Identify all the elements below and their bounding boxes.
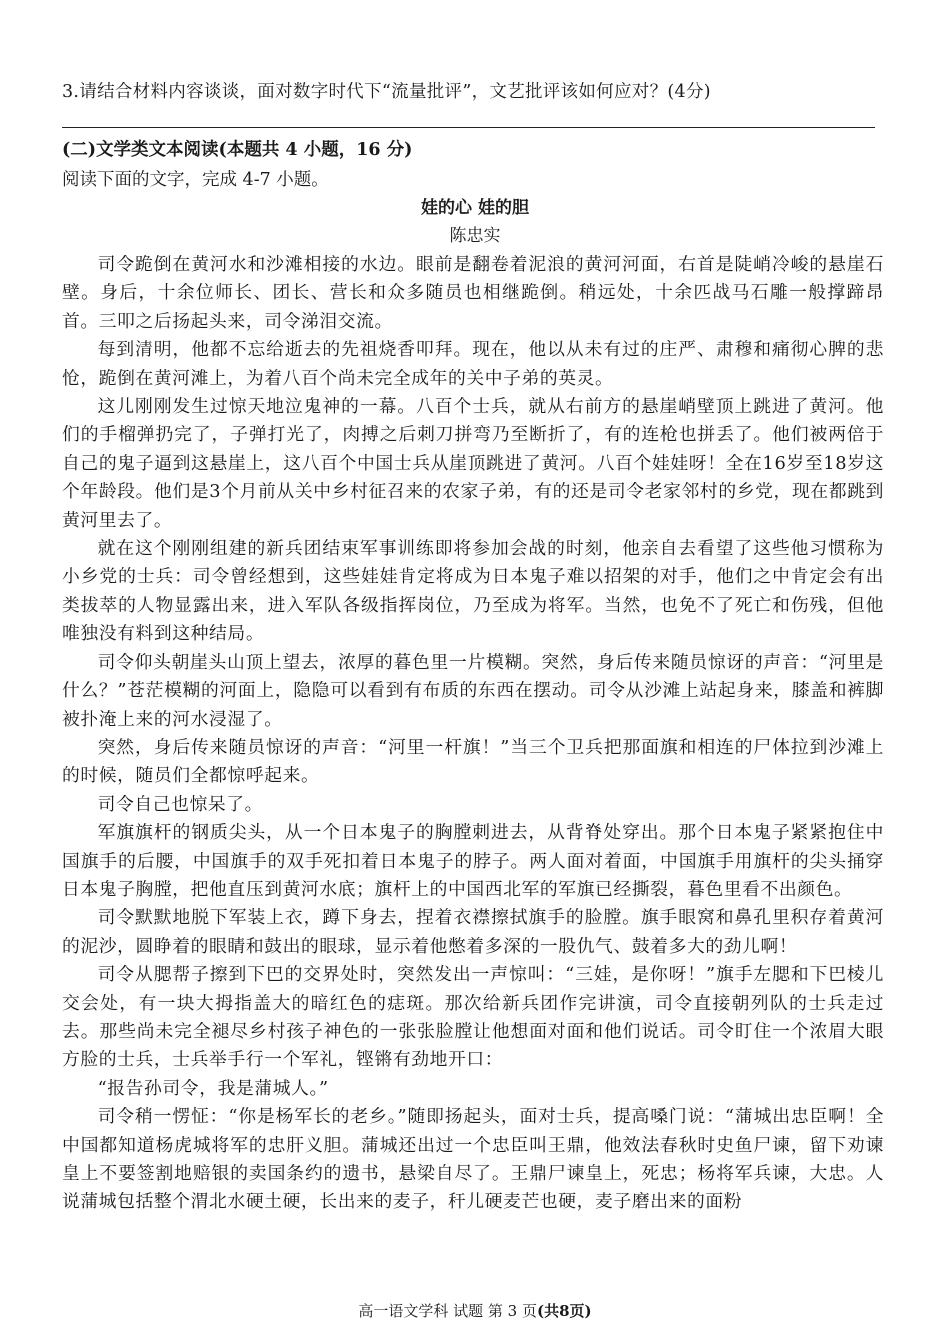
section-instruction: 阅读下面的文字，完成 4-7 小题。 [62,170,329,190]
article-author: 陈忠实 [449,226,501,246]
article-title: 娃的心 娃的胆 [421,198,529,218]
paragraph: 这儿刚刚发生过惊天地泣鬼神的一幕。八百个士兵，就从右前方的悬崖峭壁顶上跳进了黄河。他们的手榴弹扔完了，子弹打光了，肉搏之后刺刀拼弯乃至断折了，有的连枪也拼丢了。他们被两倍于自己的鬼子逼到这悬崖上，这八百个中国士兵从崖顶跳进了黄河。八百个娃娃呀！全在16岁至18岁这个年龄段。他们是3个月前从关中乡村征召来的农家子弟，有的还是司令老家邻村的乡党，现在都跳到黄河里去了。 [62,396,884,531]
paragraph: 司令跪倒在黄河水和沙滩相接的水边。眼前是翻卷着泥浪的黄河河面，右首是陡峭冷峻的悬崖石壁。身后，十余位师长、团长、营长和众多随员也相继跪倒。稍远处，十余匹战马石雕一般撑蹄昂首。三叩之后扬起头来，司令涕泪交流。 [62,254,884,332]
section-title: (二)文学类文本阅读(本题共 4 小题，16 分) [62,140,413,160]
footer-page-info: 高一语文学科 试题 第 3 页 [358,1302,537,1320]
article-body [62,251,884,1217]
paragraph: 司令自己也惊呆了。 [97,793,264,815]
paragraph: 司令从腮帮子擦到下巴的交界处时，突然发出一声惊叫：“三娃，是你呀！”旗手左腮和下巴棱儿交会处，有一块大拇指盖大的暗红色的痣斑。那次给新兵团作完讲演，司令直接朝列队的士兵走过去。那些尚未完全褪尽乡村孩子神色的一张张脸膛让他想面对面和他们说话。司令盯住一个浓眉大眼方脸的士兵，士兵举手行一个军礼，铿锵有劲地开口： [62,964,884,1071]
paragraph: 司令默默地脱下军装上衣，蹲下身去，捏着衣襟擦拭旗手的脸膛。旗手眼窝和鼻孔里积存着黄河的泥沙，圆睁着的眼睛和鼓出的眼球，显示着他憋着多深的一股仇气、鼓着多大的劲儿啊！ [62,907,884,957]
paragraph: 司令仰头朝崖头山顶上望去，浓厚的暮色里一片模糊。突然，身后传来随员惊讶的声音：“河里是什么？”苍茫模糊的河面上，隐隐可以看到有布质的东西在摆动。司令从沙滩上站起身来，膝盖和裤脚被扑淹上来的河水浸湿了。 [62,651,884,730]
paragraph: 每到清明，他都不忘给逝去的先祖烧香叩拜。现在，他以从未有过的庄严、肃穆和痛彻心脾的悲怆，跪倒在黄河滩上，为着八百个尚未完全成年的关中子弟的英灵。 [62,339,884,389]
section-divider [62,127,875,128]
paragraph: 就在这个刚刚组建的新兵团结束军事训练即将参加会战的时刻，他亲自去看望了这些他习惯称为小乡党的士兵：司令曾经想到，这些娃娃肯定将成为日本鬼子难以招架的对手，他们之中肯定会有出类拔萃的人物显露出来，进入军队各级指挥岗位，乃至成为将军。当然，也免不了死亡和伤残，但他唯独没有料到这种结局。 [62,538,884,645]
question-3: 3.请结合材料内容谈谈，面对数字时代下“流量批评”，文艺批评该如何应对？(4分) [62,82,711,102]
paragraph: “报告孙司令，我是蒲城人。” [97,1077,329,1099]
page-footer [0,1301,950,1321]
footer-total-pages: (共8页) [536,1302,592,1320]
paragraph: 司令稍一愣怔：“你是杨军长的老乡。”随即扬起头，面对士兵，提高嗓门说：“蒲城出忠臣啊！全中国都知道杨虎城将军的忠肝义胆。蒲城还出过一个忠臣叫王鼎，他效法春秋时史鱼尸谏，留下劝谏皇上不要签割地赔银的卖国条约的遗书，悬梁自尽了。王鼎尸谏皇上，死忠；杨将军兵谏，大忠。人说蒲城包括整个渭北水硬土硬，长出来的麦子，秆儿硬麦芒也硬，麦子磨出来的面粉 [62,1106,884,1213]
paragraph: 突然，身后传来随员惊讶的声音：“河里一杆旗！”当三个卫兵把那面旗和相连的尸体拉到沙滩上的时候，随员们全都惊呼起来。 [62,736,884,787]
paragraph: 军旗旗杆的钢质尖头，从一个日本鬼子的胸膛刺进去，从背脊处穿出。那个日本鬼子紧紧抱住中国旗手的后腰，中国旗手的双手死扣着日本鬼子的脖子。两人面对着面，中国旗手用旗杆的尖头捅穿日本鬼子胸膛，把他直压到黄河水底；旗杆上的中国西北军的军旗已经撕裂，暮色里看不出颜色。 [62,822,884,900]
